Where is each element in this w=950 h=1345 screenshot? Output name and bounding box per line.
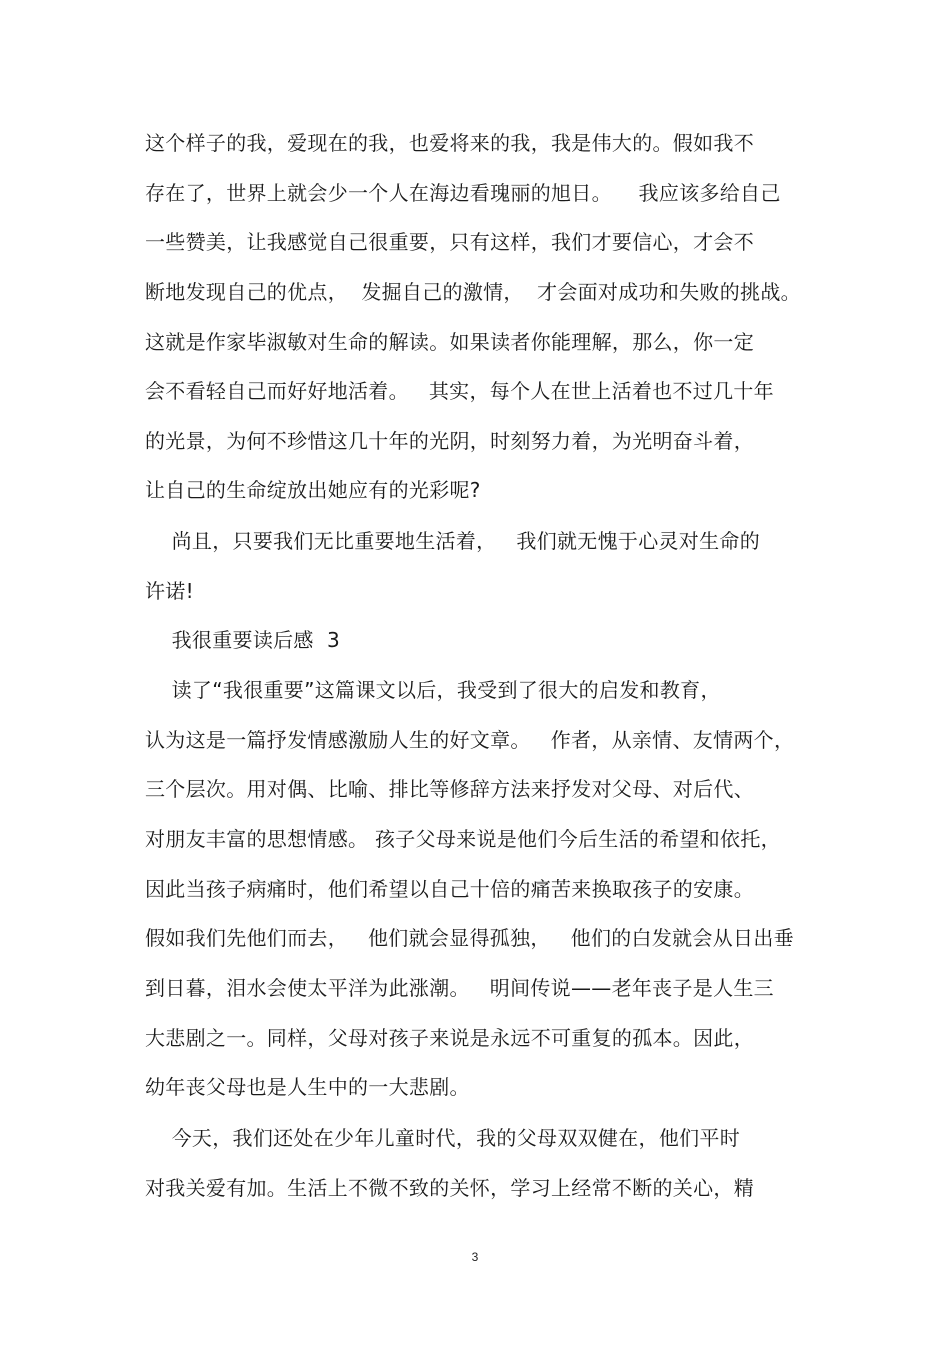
section-heading: 我很重要读后感 3	[145, 628, 341, 652]
text-line: 三个层次。用对偶、比喻、排比等修辞方法来抒发对父母、对后代、	[145, 777, 754, 801]
text-line: 假如我们先他们而去， 他们就会显得孤独， 他们的白发就会从日出垂	[145, 926, 794, 950]
text-line: 断地发现自己的优点， 发掘自己的激情， 才会面对成功和失败的挑战。	[145, 280, 801, 304]
page-number: 3	[471, 1250, 479, 1264]
text-line: 让自己的生命绽放出她应有的光彩呢?	[145, 478, 481, 502]
text-line: 这个样子的我，爱现在的我，也爱将来的我，我是伟大的。假如我不	[145, 131, 754, 155]
text-line: 到日暮，泪水会使太平洋为此涨潮。 明间传说——老年丧子是人生三	[145, 976, 774, 1000]
text-line: 尚且，只要我们无比重要地生活着， 我们就无愧于心灵对生命的	[145, 529, 761, 553]
text-line: 一些赞美，让我感觉自己很重要，只有这样，我们才要信心，才会不	[145, 230, 754, 254]
text-line: 认为这是一篇抒发情感激励人生的好文章。 作者，从亲情、友情两个，	[145, 728, 795, 752]
text-line: 许诺!	[145, 579, 194, 603]
text-line: 对我关爱有加。生活上不微不致的关怀，学习上经常不断的关心，精	[145, 1176, 754, 1200]
text-line: 存在了，世界上就会少一个人在海边看瑰丽的旭日。 我应该多给自己	[145, 181, 781, 205]
text-line: 会不看轻自己而好好地活着。 其实，每个人在世上活着也不过几十年	[145, 379, 774, 403]
text-line: 大悲剧之一。同样，父母对孩子来说是永远不可重复的孤本。因此，	[145, 1026, 754, 1050]
text-line: 读了“我很重要”这篇课文以后，我受到了很大的启发和教育，	[145, 678, 721, 702]
text-line: 今天，我们还处在少年儿童时代，我的父母双双健在，他们平时	[145, 1126, 741, 1150]
text-line: 幼年丧父母也是人生中的一大悲剧。	[145, 1075, 470, 1099]
text-line: 这就是作家毕淑敏对生命的解读。如果读者你能理解，那么，你一定	[145, 330, 754, 354]
text-line: 因此当孩子病痛时，他们希望以自己十倍的痛苦来换取孩子的安康。	[145, 877, 754, 901]
text-line: 的光景，为何不珍惜这几十年的光阴，时刻努力着，为光明奋斗着，	[145, 429, 754, 453]
text-line: 对朋友丰富的思想情感。 孩子父母来说是他们今后生活的希望和依托，	[145, 827, 781, 851]
